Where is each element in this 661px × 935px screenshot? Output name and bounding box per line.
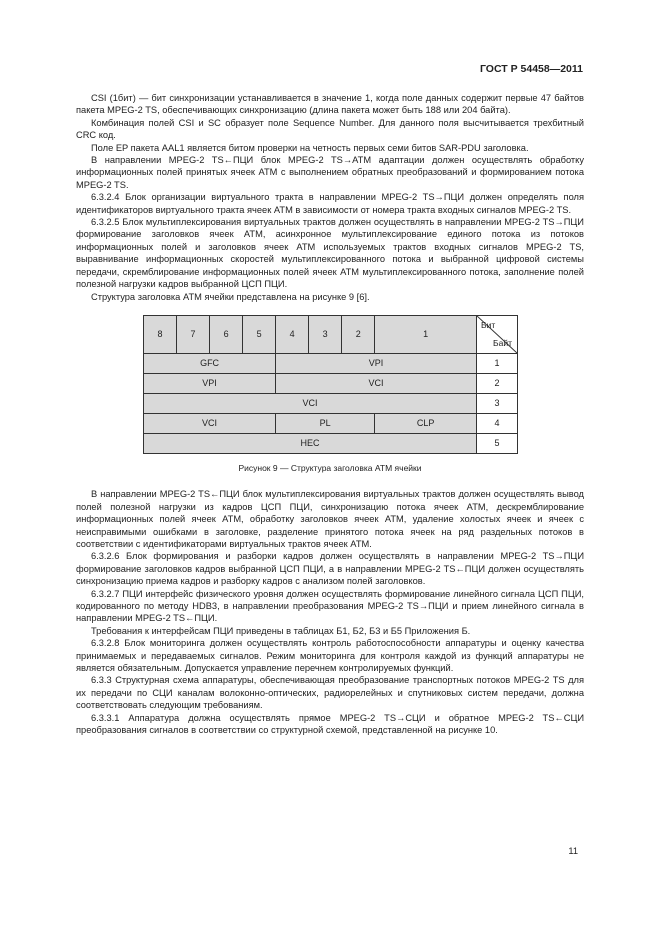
document-id: ГОСТ Р 54458—2011 [479,63,583,75]
paragraph: 6.3.3.1 Аппаратура должна осуществлять прямое MPEG-2 TS→СЦИ и обратное MPEG-2 TS←СЦИ преобразования сигналов в соответствии со структурной схемой, представленной на рисунке 10. [76,712,584,736]
byte-label: Байт [493,337,512,348]
byte-number: 2 [477,373,518,393]
atm-header-figure [143,315,518,454]
text-block-before [76,92,584,303]
bit-number-cell: 8 [144,315,177,353]
field-vpi: VPI [276,353,477,373]
paragraph: В направлении MPEG-2 TS←ПЦИ блок мультиплексирования виртуальных трактов должен осуществлять вывод полей полезной нагрузки из кадров ЦСП ПЦИ, синхронизацию потока ячеек ATM, дескремблирование информационных полей ячеек ATM, обработку заголовков ячеек ATM, удаление холостых ячеек и ячеек с неисправимыми ошибками в заголовке, разделение принятого потока ячеек на ряд раздельных потоков в соответствии с идентификаторами виртуальных трактов ячеек ATM. [76,489,584,549]
field-clp: CLP [375,413,477,433]
byte-row [144,393,518,413]
bit-number-cell: 2 [342,315,375,353]
paragraph: Поле EP пакета AAL1 является битом проверки на четность первых семи битов SAR-PDU заголовка. [91,142,529,153]
paragraph: CSI (1бит) — бит синхронизации устанавливается в значение 1, когда поле данных содержит первые 47 байтов пакета MPEG-2 TS, обеспечивающих синхронизацию (длина пакета может быть 188 или 204 байта). [76,93,584,116]
byte-row [144,353,518,373]
byte-row [144,373,518,393]
field-gfc: GFC [144,353,276,373]
byte-number: 1 [477,353,518,373]
bit-number-cell: 1 [375,315,477,353]
page-number: 11 [568,846,578,856]
paragraph: 6.3.2.5 Блок мультиплексирования виртуальных трактов должен осуществлять в направлении MPEG-2 TS→ПЦИ формирование заголовков ячеек ATM, асинхронное мультиплексирование единого потока из потоков информационных полей и заголовков ячеек ATM используемых трактов входных сигналов MPEG-2 TS, выравнивание информационных скоростей мультиплексированного потока и выбранной цифровой системы передачи, скремблирование информационных полей ячеек ATM мультиплексированного потока, заполнение полей полезной нагрузки кадров выбранной ЦСП ПЦИ. [76,217,584,290]
bit-label: Бит [481,319,496,330]
paragraph: 6.3.2.8 Блок мониторинга должен осуществлять контроль работоспособности аппаратуры и оценку качества принимаемых и передаваемых сигналов. Режим мониторинга для контроля каждой из функций аппаратуры не является обязательным. Допускается управление перечнем контролируемых функций. [76,638,584,673]
paragraph: 6.3.2.4 Блок организации виртуального тракта в направлении MPEG-2 TS→ПЦИ должен определять поля идентификаторов виртуального тракта ячеек ATM в зависимости от номера тракта входных сигналов MPEG-2 TS. [76,192,584,215]
bit-number-cell: 4 [276,315,309,353]
byte-number: 4 [477,413,518,433]
field-vci: VCI [144,393,477,413]
bit-number-cell: 5 [243,315,276,353]
byte-row [144,433,518,453]
paragraph: 6.3.2.6 Блок формирования и разборки кадров должен осуществлять в направлении MPEG-2 TS→ПЦИ формирование заголовков кадров выбранной ЦСП ПЦИ, а в направлении MPEG-2 TS←ПЦИ должен осуществлять синхронизацию приема кадров и разборку кадров с анализом полей заголовков. [76,551,584,587]
text-block-after [76,488,584,736]
field-pl: PL [276,413,375,433]
atm-header-table [143,315,518,454]
bit-number-cell: 3 [309,315,342,353]
byte-number: 5 [477,433,518,453]
paragraph: Комбинация полей CSI и SC образует поле Sequence Number. Для данного поля высчитывается трехбитный CRC код. [76,117,584,141]
bit-number-cell: 6 [210,315,243,353]
field-vpi: VPI [144,373,276,393]
paragraph: 6.3.2.7 ПЦИ интерфейс физического уровня должен осуществлять формирование линейного сигнала ЦСП ПЦИ, кодированного по методу HDB3, в направлении преобразования MPEG-2 TS→ПЦИ и прием линейного сигнала в направлении MPEG-2 TS←ПЦИ. [76,588,584,624]
field-vci: VCI [144,413,276,433]
paragraph: 6.3.3 Структурная схема аппаратуры, обеспечивающая преобразование транспортных потоков MPEG-2 TS для их передачи по СЦИ каналам волоконно-оптических, радиорелейных и спутниковых систем передачи, должна соответствовать следующим требованиям. [76,675,584,711]
page-body [76,92,584,736]
bit-header-row [144,315,518,353]
paragraph: Структура заголовка ATM ячейки представлена на рисунке 9 [6]. [91,291,370,302]
bit-number-cell: 7 [177,315,210,353]
paragraph: В направлении MPEG-2 TS←ПЦИ блок MPEG-2 TS→ATM адаптации должен осуществлять обработку информационных полей принятых ячеек ATM с выполнением обратных преобразований и формированием потока MPEG-2 TS. [76,155,584,190]
figure-caption: Рисунок 9 — Структура заголовка ATM ячейки [238,462,422,473]
paragraph: Требования к интерфейсам ПЦИ приведены в таблицах Б1, Б2, Б3 и Б5 Приложения Б. [91,625,471,636]
field-vci: VCI [276,373,477,393]
field-hec: HEC [144,433,477,453]
bit-byte-corner-cell [477,315,518,353]
byte-row [144,413,518,433]
byte-number: 3 [477,393,518,413]
